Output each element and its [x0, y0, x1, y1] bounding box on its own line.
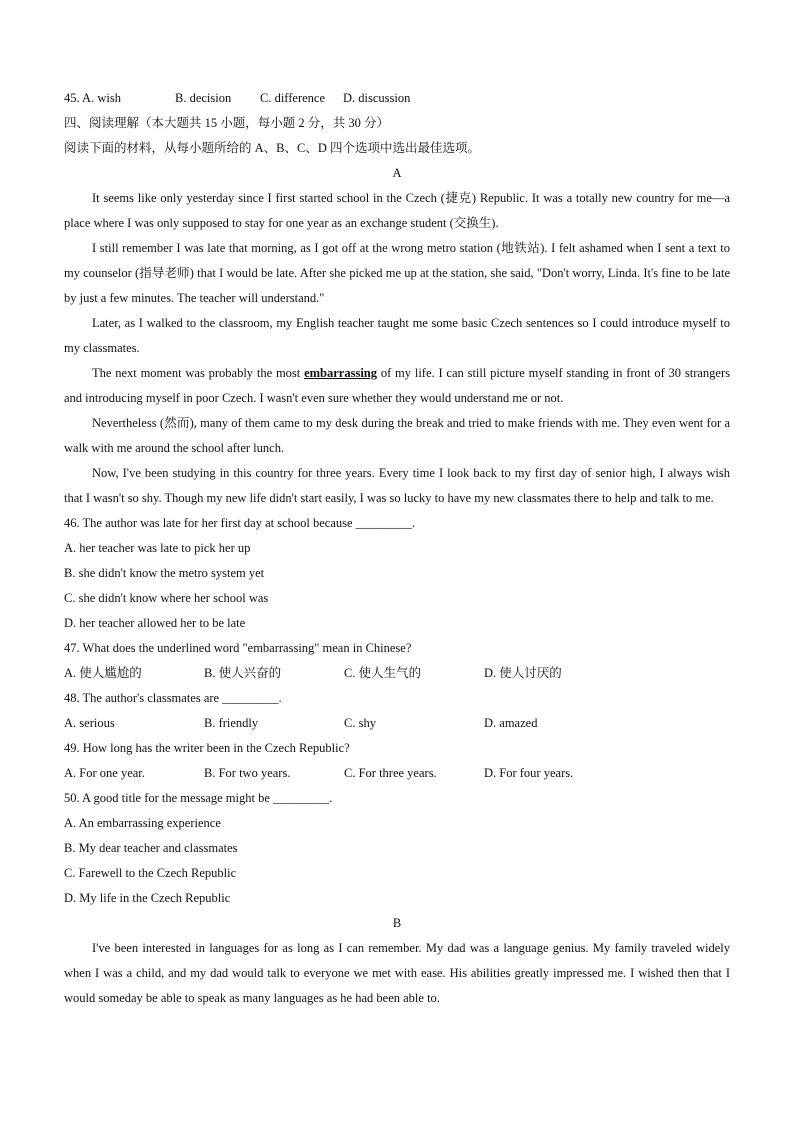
q49-option-d: D. For four years.: [484, 766, 574, 780]
question-48-options: [64, 711, 730, 736]
q47-option-c: C. 使人生气的: [344, 666, 422, 680]
question-47-options: [64, 661, 730, 686]
q46-option-a: A. her teacher was late to pick her up: [64, 541, 251, 555]
question-46-stem: 46. The author was late for her first day at school because _________.: [64, 516, 416, 530]
question-50-stem: 50. A good title for the message might be _________.: [64, 791, 333, 805]
question-49-options: [64, 761, 730, 786]
q47-option-d: D. 使人讨厌的: [484, 666, 562, 680]
q46-option-c: C. she didn't know where her school was: [64, 591, 269, 605]
q46-option-b: B. she didn't know the metro system yet: [64, 566, 265, 580]
q50-option-d: D. My life in the Czech Republic: [64, 891, 231, 905]
q45-option-a: 45. A. wish: [64, 91, 121, 105]
passage-a-paragraph-6: Now, I've been studying in this country for three years. Every time I look back to my first day of senior high, I always wish that I wasn't so shy. Though my new life didn't start easily, I was so lucky to have my new classmates there to help and talk to me.: [64, 466, 730, 505]
section-heading: 四、阅读理解（本大题共 15 小题，每小题 2 分，共 30 分）: [64, 116, 390, 130]
passage-a-paragraph-2: I still remember I was late that morning, as I got off at the wrong metro station (地铁站). I felt ashamed when I sent a text to my counselor (指导老师) that I would be late. After she picked me up at the station, she said, "Don't worry, Linda. It's fine to be late by just a few minutes. The teacher will understand.": [64, 241, 730, 305]
section-instruction: 阅读下面的材料，从每小题所给的 A、B、C、D 四个选项中选出最佳选项。: [64, 141, 480, 155]
q48-option-c: C. shy: [344, 716, 376, 730]
q45-option-c: C. difference: [260, 91, 326, 105]
q49-option-b: B. For two years.: [204, 766, 291, 780]
passage-a-label: A: [392, 166, 402, 180]
exam-page: [64, 86, 730, 1011]
passage-b-label: B: [392, 916, 402, 930]
question-49-stem: 49. How long has the writer been in the Czech Republic?: [64, 741, 350, 755]
q49-option-a: A. For one year.: [64, 766, 145, 780]
q50-option-c: C. Farewell to the Czech Republic: [64, 866, 237, 880]
q48-option-d: D. amazed: [484, 716, 538, 730]
p4-before: The next moment was probably the most: [92, 366, 305, 380]
passage-a-paragraph-4: [64, 361, 730, 411]
passage-a-paragraph-5: Nevertheless (然而), many of them came to my desk during the break and tried to make friends with me. They even went for a walk with me around the school after lunch.: [64, 416, 730, 455]
q46-option-d: D. her teacher allowed her to be late: [64, 616, 246, 630]
passage-a-paragraph-3: Later, as I walked to the classroom, my English teacher taught me some basic Czech sentences so I could introduce myself to my classmates.: [64, 316, 730, 355]
q45-option-b: B. decision: [175, 91, 232, 105]
question-45-options: [64, 86, 730, 111]
q50-option-a: A. An embarrassing experience: [64, 816, 221, 830]
question-47-stem: 47. What does the underlined word "embarrassing" mean in Chinese?: [64, 641, 412, 655]
q47-option-b: B. 使人兴奋的: [204, 666, 282, 680]
q45-option-d: D. discussion: [343, 91, 411, 105]
q48-option-b: B. friendly: [204, 716, 259, 730]
question-48-stem: 48. The author's classmates are _________.: [64, 691, 282, 705]
underlined-word: embarrassing: [304, 366, 378, 380]
q50-option-b: B. My dear teacher and classmates: [64, 841, 238, 855]
q48-option-a: A. serious: [64, 716, 115, 730]
passage-a-paragraph-1: It seems like only yesterday since I first started school in the Czech (捷克) Republic. It was a totally new country for me—a place where I was only supposed to stay for one year as an exchange student (交换生).: [64, 191, 730, 230]
q47-option-a: A. 使人尴尬的: [64, 666, 142, 680]
passage-b-paragraph-1: I've been interested in languages for as long as I can remember. My dad was a language genius. My family traveled widely when I was a child, and my dad would talk to everyone we met with ease. His abilities greatly impressed me. I wished then that I would someday be able to speak as many languages as he had been able to.: [64, 941, 730, 1005]
q49-option-c: C. For three years.: [344, 766, 437, 780]
p4-after: of my life. I can still picture myself standing in front of 30 strangers and introducing myself in poor Czech. I wasn't even sure whether they would understand me or not.: [64, 366, 730, 405]
